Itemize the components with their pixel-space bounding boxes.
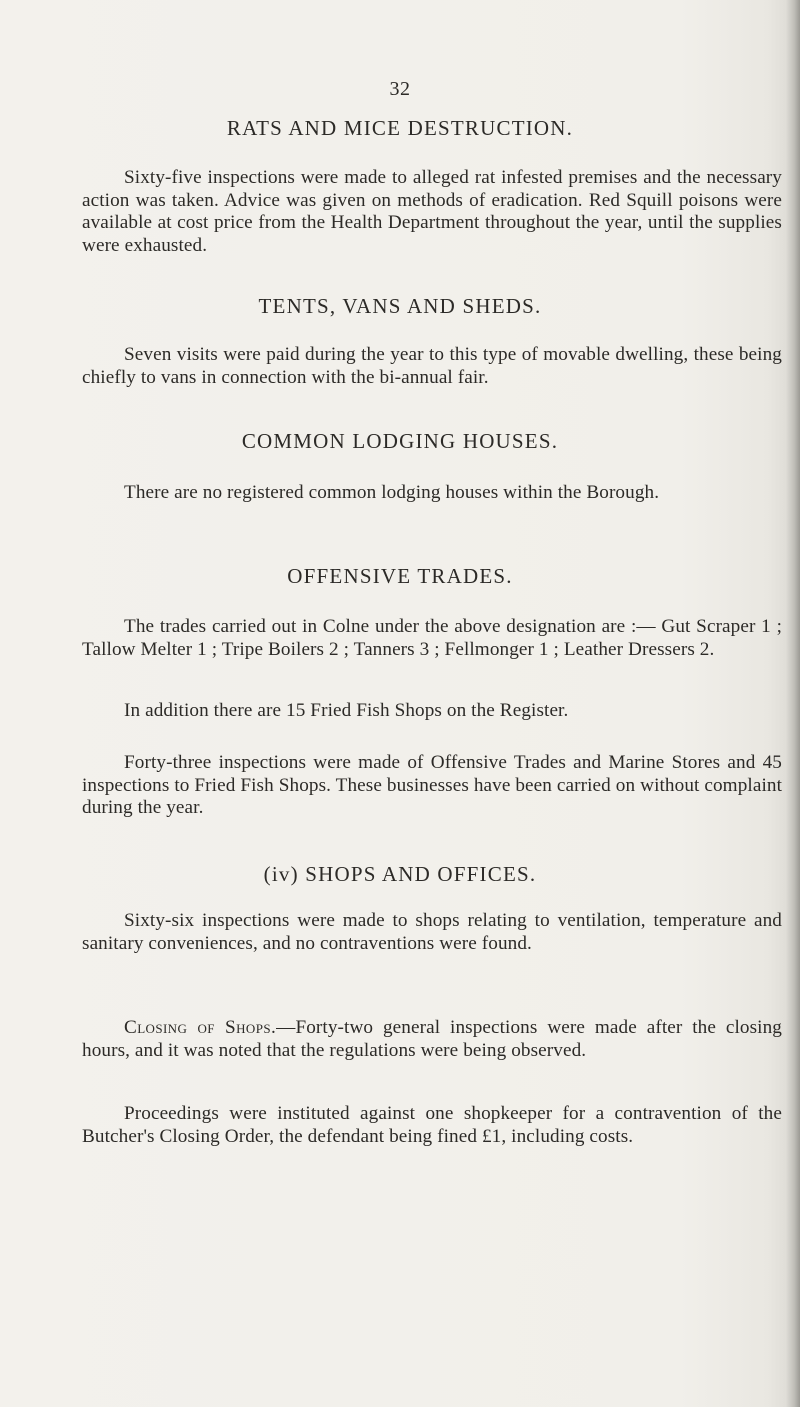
heading-shops-offices: (iv) SHOPS AND OFFICES.: [263, 862, 537, 886]
heading-tents-vans: TENTS, VANS AND SHEDS.: [258, 294, 542, 318]
closing-of-shops-label: Closing of Shops.: [124, 1017, 277, 1038]
page-number: 32: [389, 78, 411, 100]
heading-rats-mice: RATS AND MICE DESTRUCTION.: [226, 116, 574, 140]
heading-lodging-houses: COMMON LODGING HOUSES.: [241, 429, 559, 453]
paragraph-rats-mice: Sixty-five inspections were made to alleged rat infested premises and the necessary action was taken. Advice was given on methods of eradication. Red Squill poisons were available at cost price from the Health Department throughout the year, until the supplies were exhausted.: [82, 167, 782, 256]
page-edge-shadow: [786, 0, 800, 1407]
paragraph-lodging-houses: There are no registered common lodging houses within the Borough.: [124, 482, 660, 503]
closing-of-shops-text: —Forty-two general inspections were made after the closing hours, and it was noted that the regulations were being observed.: [82, 1017, 782, 1061]
paragraph-tents-vans: Seven visits were paid during the year to this type of movable dwelling, these being chiefly to vans in connection with the bi-annual fair.: [82, 344, 782, 388]
paragraph-offensive-trades-list: The trades carried out in Colne under the above designation are :— Gut Scraper 1 ; Tallow Melter 1 ; Tripe Boilers 2 ; Tanners 3 ; Fellmonger 1 ; Leather Dressers 2.: [82, 616, 782, 660]
heading-offensive-trades: OFFENSIVE TRADES.: [287, 564, 513, 588]
paragraph-proceedings: Proceedings were instituted against one shopkeeper for a contravention of the Butcher's Closing Order, the defendant being fined £1, including costs.: [82, 1103, 782, 1147]
paragraph-fried-fish-shops: In addition there are 15 Fried Fish Shops on the Register.: [124, 700, 569, 721]
paragraph-shops-inspections: Sixty-six inspections were made to shops relating to ventilation, temperature and sanitary conveniences, and no contraventions were found.: [82, 910, 782, 954]
paragraph-offensive-inspections: Forty-three inspections were made of Offensive Trades and Marine Stores and 45 inspections to Fried Fish Shops. These businesses have been carried on without complaint during the year.: [82, 752, 782, 818]
paragraph-closing-of-shops: [82, 1017, 782, 1062]
